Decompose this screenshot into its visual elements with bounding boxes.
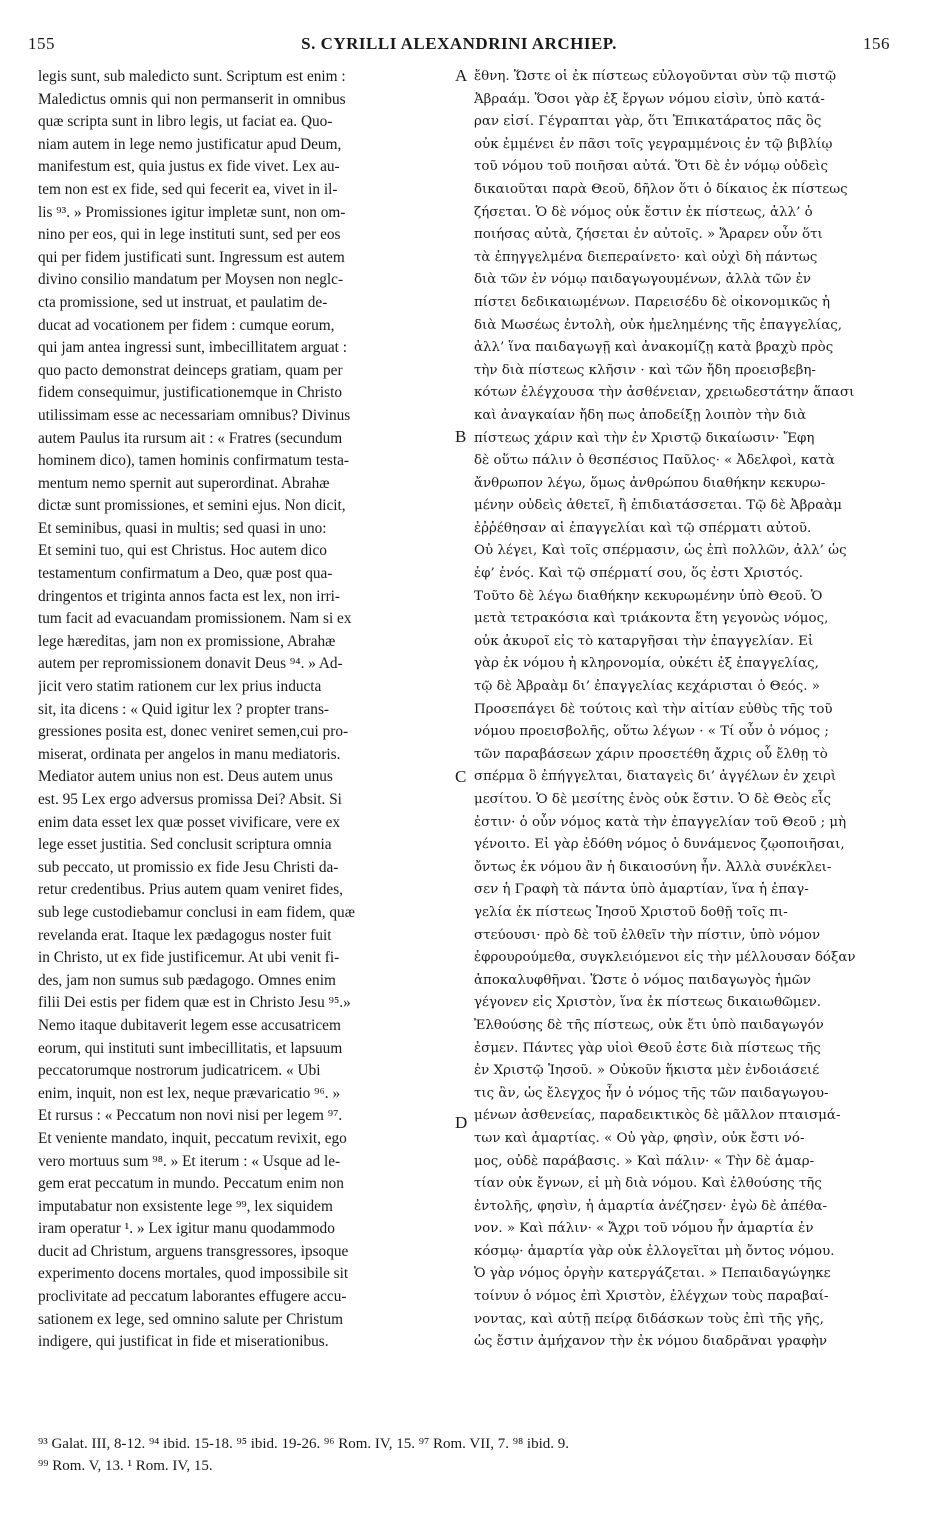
text-line: ἄνθρωπον λέγω, ὅμως ἀνθρώπου διαθήκην κεκυρω-	[474, 475, 826, 491]
text-line: gem erat peccatum in mundo. Peccatum enim non	[38, 1175, 344, 1193]
text-line: cta promissione, sed ut instruat, et paulatim de-	[38, 293, 328, 311]
text-line: μεσίτου. Ὁ δὲ μεσίτης ἑνὸς οὐκ ἔστιν. Ὁ δὲ Θεὸς εἷς	[474, 792, 831, 807]
text-line: proclivitate ad peccatum laborantes effugere accu-	[38, 1288, 347, 1306]
text-line: fidem consequimur, justificationemque in Christo	[38, 384, 342, 402]
text-line: Mediator autem unius non est. Deus autem unus	[38, 768, 333, 786]
text-line: vero mortuus sum ⁹⁸. » Et iterum : « Usque ad le-	[38, 1152, 341, 1170]
text-line: lege hæreditas, jam non ex promissione, Abrahæ	[38, 632, 336, 650]
left-page-number: 155	[28, 34, 55, 53]
text-line: ἐῤῥέθησαν αἱ ἐπαγγελίαι καὶ τῷ σπέρματι αὐτοῦ.	[474, 520, 812, 536]
text-line: ραν εἰσί. Γέγραπται γὰρ, ὅτι Ἐπικατάρατος πᾶς ὃς	[474, 114, 822, 130]
text-line: τῶν παραβάσεων χάριν προσετέθη ἄχρις οὗ ἔλθῃ τὸ	[474, 746, 828, 762]
text-line: πίστεως χάριν καὶ τὴν ἐν Χριστῷ δικαίωσιν· Ἔφη	[474, 430, 815, 446]
text-line: Τοῦτο δὲ λέγω διαθήκην κεκυρωμένην ὑπὸ Θεοῦ. Ὁ	[474, 588, 823, 604]
text-line: tum facit ad evacuandam promissionem. Nam si ex	[38, 610, 352, 628]
text-line: κόσμῳ· ἁμαρτία γὰρ οὐκ ἐλλογεῖται μὴ ὄντος νόμου.	[474, 1243, 835, 1259]
text-line: δὲ οὕτω πάλιν ὁ θεσπέσιος Παῦλος· « Ἀδελφοὶ, κατὰ	[474, 453, 835, 469]
text-line: indigere, qui justificat in fide et miserationibus.	[38, 1333, 329, 1351]
text-line: δικαιοῦται παρὰ Θεοῦ, δῆλον ὅτι ὁ δίκαιος ἐκ πίστεως	[474, 181, 848, 197]
text-line: testamentum confirmatum a Deo, quæ post qua-	[38, 565, 333, 583]
text-line: ἐντολῆς, φησὶν, ἡ ἁμαρτία ἀνέζησεν· ἐγὼ δὲ ἀπέθα-	[474, 1198, 828, 1214]
text-line: lege esset justitia. Sed conclusit scriptura omnia	[38, 836, 332, 854]
latin-column	[38, 66, 450, 1354]
text-line: autem Paulus ita rursum ait : « Fratres (secundum	[38, 429, 343, 447]
text-line: Ἐλθούσης δὲ τῆς πίστεως, οὐκ ἔτι ὑπὸ παιδαγωγόν	[474, 1017, 824, 1033]
text-line: οὐκ ἀκυροῖ εἰς τὸ καταργῆσαι τὴν ἐπαγγελίαν. Εἰ	[474, 633, 814, 649]
text-line: enim, inquit, non est lex, neque prævaricatio ⁹⁶. »	[38, 1084, 341, 1102]
text-line: σεν ἡ Γραφὴ τὰ πάντα ὑπὸ ἁμαρτίαν, ἵνα ἡ ἐπαγ-	[474, 882, 809, 898]
text-line: τίαν οὐκ ἔγνων, εἰ μὴ διὰ νόμου. Καὶ ἐλθούσης τῆς	[474, 1176, 822, 1192]
text-line: ducat ad vocationem per fidem : cumque eorum,	[38, 316, 335, 334]
text-line: hominem dico), tamen hominis confirmatum testa-	[38, 452, 349, 470]
text-line: iram operatur ¹. » Lex igitur manu quodammodo	[38, 1220, 335, 1238]
text-line: μος, οὐδὲ παράβασις. » Καὶ πάλιν· « Τὴν δὲ ἁμαρ-	[474, 1153, 815, 1169]
text-line: ὄντως ἐκ νόμου ἂν ἡ δικαιοσύνη ἦν. Ἀλλὰ συνέκλει-	[474, 859, 832, 875]
footnotes	[38, 1433, 898, 1477]
text-line: des, jam non sumus sub pædagogo. Omnes enim	[38, 971, 336, 989]
text-line: sationem ex lege, sed omnino salute per Christum	[38, 1310, 344, 1328]
section-marker-a: A	[455, 66, 468, 85]
text-line: quo pacto demonstrat deinceps gratiam, quam per	[38, 361, 343, 379]
text-line: sit, ita dicens : « Quid igitur lex ? propter trans-	[38, 700, 329, 718]
text-line: revelanda erat. Itaque lex pædagogus noster fuit	[38, 926, 332, 944]
text-line: των καὶ ἁμαρτίας. « Οὐ γὰρ, φησὶν, οὐκ ἔστι νό-	[474, 1130, 805, 1146]
text-line: τις ἂν, ὡς ἔλεγχος ἦν ὁ νόμος τῆς τῶν παιδαγωγου-	[474, 1085, 829, 1101]
text-line: ποιήσας αὐτὰ, ζήσεται ἐν αὐτοῖς. » Ἄραρεν οὖν ὅτι	[474, 227, 823, 243]
text-line: divino consilio mandatum per Moysen non neglc-	[38, 271, 344, 289]
text-line: Maledictus omnis qui non permanserit in omnibus	[38, 90, 346, 108]
text-line: legis sunt, sub maledicto sunt. Scriptum est enim :	[38, 68, 346, 85]
text-line: στεύουσι· πρὸ δὲ τοῦ ἐλθεῖν τὴν πίστιν, ὑπὸ νόμον	[474, 927, 821, 943]
text-line: Et rursus : « Peccatum non novi nisi per legem ⁹⁷.	[38, 1107, 343, 1125]
text-line: ἐφ’ ἑνός. Καὶ τῷ σπέρματί σου, ὅς ἐστι Χριστός.	[474, 566, 803, 582]
running-title: S. CYRILLI ALEXANDRINI ARCHIEP.	[301, 34, 617, 53]
text-line: eorum, qui instituti sunt imbecillitatis, et lapsuum	[38, 1039, 343, 1057]
text-line: miserat, ordinata per angelos in manu mediatoris.	[38, 745, 341, 763]
text-line: jicit vero statim rationem cur lex prius inducta	[38, 678, 322, 696]
text-line: sub lege custodiebamur conclusi in eam fidem, quæ	[38, 903, 355, 921]
text-line: γελία ἐκ πίστεως Ἰησοῦ Χριστοῦ δοθῇ τοῖς πι-	[474, 904, 788, 920]
text-line: Ὁ γὰρ νόμος ὀργὴν κατεργάζεται. » Πεπαιδαγώγηκε	[474, 1266, 831, 1282]
text-line: γέγονεν εἰς Χριστὸν, ἵνα ἐκ πίστεως δικαιωθῶμεν.	[474, 995, 821, 1011]
text-line: ἔθνη. Ὥστε οἱ ἐκ πίστεως εὐλογοῦνται σὺν τῷ πιστῷ	[474, 69, 837, 84]
text-line: ἀποκαλυφθῆναι. Ὥστε ὁ νόμος παιδαγωγὸς ἡμῶν	[474, 972, 811, 988]
text-line: dringentos et triginta annos facta est lex, non irri-	[38, 587, 341, 605]
text-line: Et veniente mandato, inquit, peccatum revixit, ego	[38, 1129, 347, 1147]
text-line: mentum nemo spernit aut superordinat. Abrahæ	[38, 474, 330, 492]
text-line: imputabatur non exsistente lege ⁹⁹, lex siquidem	[38, 1197, 333, 1215]
greek-column	[474, 66, 889, 1354]
text-line: Et seminibus, quasi in multis; sed quasi in uno:	[38, 519, 327, 537]
text-line: lis ⁹³. » Promissiones igitur impletæ sunt, non om-	[38, 203, 346, 221]
text-line: τοίνυν ὁ νόμος ἐπὶ Χριστὸν, ἐλέγχων τοὺς παραβαί-	[474, 1289, 829, 1305]
text-line: experimento docens mortales, quod impossibile sit	[38, 1265, 349, 1283]
text-line: Et semini tuo, qui est Christus. Hoc autem dico	[38, 542, 327, 560]
section-marker-b: B	[455, 427, 467, 446]
text-line: ἐφρουρούμεθα, συγκλειόμενοι εἰς τὴν μέλλουσαν δόξαν	[474, 950, 856, 966]
footnote-line: ⁹³ Galat. III, 8-12. ⁹⁴ ibid. 15-18. ⁹⁵ ibid. 19-26. ⁹⁶ Rom. IV, 15. ⁹⁷ Rom. VII, 7. ⁹⁸ ibid. 9.	[38, 1436, 570, 1452]
text-line: καὶ ἀναγκαίαν ἤδη πως ἀποδείξῃ λοιπὸν τὴν διὰ	[474, 407, 807, 423]
text-line: autem per repromissionem donavit Deus ⁹⁴. » Ad-	[38, 655, 343, 673]
text-line: ἐστιν· ὁ οὖν νόμος κατὰ τὴν ἐπαγγελίαν τοῦ Θεοῦ ; μὴ	[474, 814, 847, 830]
text-line: quæ scripta sunt in libro legis, ut faciat ea. Quo-	[38, 113, 333, 131]
text-line: Προσεπάγει δὲ τούτοις καὶ τὴν αἰτίαν εὐθὺς τῆς τοῦ	[474, 701, 833, 717]
text-line: niam autem in lege nemo justificatur apud Deum,	[38, 135, 342, 153]
text-line: μετὰ τετρακόσια καὶ τριάκοντα ἔτη γεγονὼς νόμος,	[474, 611, 829, 627]
text-line: peccatorumque nostrorum judicatricem. « Ubi	[38, 1062, 321, 1080]
text-line: ducit ad Christum, arguens transgressores, ipsoque	[38, 1242, 349, 1260]
text-line: ζήσεται. Ὁ δὲ νόμος οὐκ ἔστιν ἐκ πίστεως, ἀλλ’ ὁ	[474, 204, 813, 220]
text-line: est. 95 Lex ergo adversus promissa Dei? Absit. Si	[38, 791, 342, 808]
text-line: τοῦ νόμου τοῦ ποιῆσαι αὐτά. Ὅτι δὲ ἐν νόμῳ οὐδεὶς	[474, 159, 829, 175]
text-line: gressiones posita est, donec veniret semen,cui pro-	[38, 723, 349, 741]
text-line: νοντας, καὶ αὐτῇ πείρᾳ διδάσκων τοὺς ἐπὶ τῆς γῆς,	[474, 1311, 824, 1327]
section-marker-d: D	[455, 1113, 468, 1132]
text-line: Nemo itaque dubitaverit legem esse accusatricem	[38, 1016, 341, 1034]
text-line: qui per fidem justificati sunt. Ingressum est autem	[38, 248, 345, 266]
text-line: tem non est ex fide, sed qui fecerit ea, vivet in il-	[38, 180, 338, 198]
text-line: οὐκ ἐμμένει ἐν πᾶσι τοῖς γεγραμμένοις ἐν τῷ βιβλίῳ	[474, 136, 833, 152]
text-line: τὰ ἐπηγγελμένα διεπεραίνετο· καὶ οὐχὶ δὴ πάντως	[474, 249, 818, 265]
text-line: retur credentibus. Prius autem quam veniret fides,	[38, 881, 343, 899]
text-line: νον. » Καὶ πάλιν· « Ἄχρι τοῦ νόμου ἦν ἁμαρτία ἐν	[474, 1221, 814, 1237]
text-line: τῷ δὲ Ἀβραὰμ δι’ ἐπαγγελίας κεχάρισται ὁ Θεός. »	[474, 679, 820, 695]
text-line: μένων ἀσθενείας, παραδεικτικὸς δὲ μᾶλλον πταισμά-	[474, 1108, 841, 1124]
text-line: in Christo, ut ex fide justificemur. At ubi venit fi-	[38, 949, 340, 967]
text-line: γὰρ ἐκ νόμου ἡ κληρονομία, οὐκέτι ἐξ ἐπαγγελίας,	[474, 656, 819, 672]
text-line: nino per eos, qui in lege instituti sunt, sed per eos	[38, 226, 341, 244]
page-header	[28, 30, 890, 56]
text-line: ὡς ἔστιν ἀμήχανον τὴν ἐκ νόμου διαδρᾶναι γραφὴν	[474, 1334, 828, 1350]
text-line: enim data esset lex quæ posset vivificare, vere ex	[38, 813, 341, 831]
text-line: διὰ Μωσέως ἐντολὴ, οὐκ ἠμελημένης τῆς ἐπαγγελίας,	[474, 317, 843, 333]
text-line: Οὐ λέγει, Καὶ τοῖς σπέρμασιν, ὡς ἐπὶ πολλῶν, ἀλλ’ ὡς	[474, 543, 847, 559]
text-line: sub peccato, ut promissio ex fide Jesu Christi da-	[38, 858, 339, 876]
text-line: πίστει δεδικαιωμένων. Παρεισέδυ δὲ οἰκονομικῶς ἡ	[474, 294, 831, 310]
text-line: utilissimam esse ac necessariam omnibus? Divinus	[38, 406, 351, 424]
text-line: σπέρμα ὃ ἐπήγγελται, διαταγεὶς δι’ ἀγγέλων ἐν χειρὶ	[474, 769, 837, 785]
text-line: dictæ sunt promissiones, et semini ejus. Non dicit,	[38, 497, 346, 515]
text-line: Ἀβραάμ. Ὅσοι γὰρ ἐξ ἔργων νόμου εἰσὶν, ὑπὸ κατά-	[474, 91, 825, 107]
text-line: ἀλλ’ ἵνα παιδαγωγῇ καὶ ἀνακομίζῃ κατὰ βραχὺ πρὸς	[474, 340, 834, 356]
text-line: τὴν διὰ πίστεως κλῆσιν · καὶ τῶν ἤδη προεισβεβη-	[474, 362, 816, 378]
text-line: ἐν Χριστῷ Ἰησοῦ. » Οὐκοῦν ἥκιστα μὲν ἐνδοιάσειέ	[474, 1063, 820, 1079]
text-line: filii Dei estis per fidem quæ est in Christo Jesu ⁹⁵.»	[38, 994, 351, 1012]
text-line: γένοιτο. Εἰ γὰρ ἐδόθη νόμος ὁ δυνάμενος ζῳοποιῆσαι,	[474, 837, 845, 853]
text-line: κότων ἐλέγχουσα τὴν ἀσθένειαν, χρειωδεστάτην ἅπασι	[474, 385, 855, 401]
text-line: manifestum est, quia justus ex fide vivet. Lex au-	[38, 158, 340, 176]
text-line: qui jam antea ingressi sunt, imbecillitatem arguat :	[38, 339, 347, 357]
text-line: νόμου προεισβολῆς, οὕτω λέγων · « Τί οὖν ὁ νόμος ;	[474, 724, 829, 740]
text-line: διὰ τῶν ἐν νόμῳ παιδαγωγουμένων, ἀλλὰ τῶν ἐν	[474, 272, 812, 288]
section-marker-c: C	[455, 767, 467, 786]
right-page-number: 156	[863, 34, 890, 53]
text-line: ἐσμεν. Πάντες γὰρ υἱοὶ Θεοῦ ἐστε διὰ πίστεως τῆς	[474, 1040, 821, 1056]
footnote-line: ⁹⁹ Rom. V, 13. ¹ Rom. IV, 15.	[38, 1458, 213, 1474]
text-line: μένην οὐδεὶς ἀθετεῖ, ἢ ἐπιδιατάσσεται. Τῷ δὲ Ἀβραὰμ	[474, 498, 842, 514]
